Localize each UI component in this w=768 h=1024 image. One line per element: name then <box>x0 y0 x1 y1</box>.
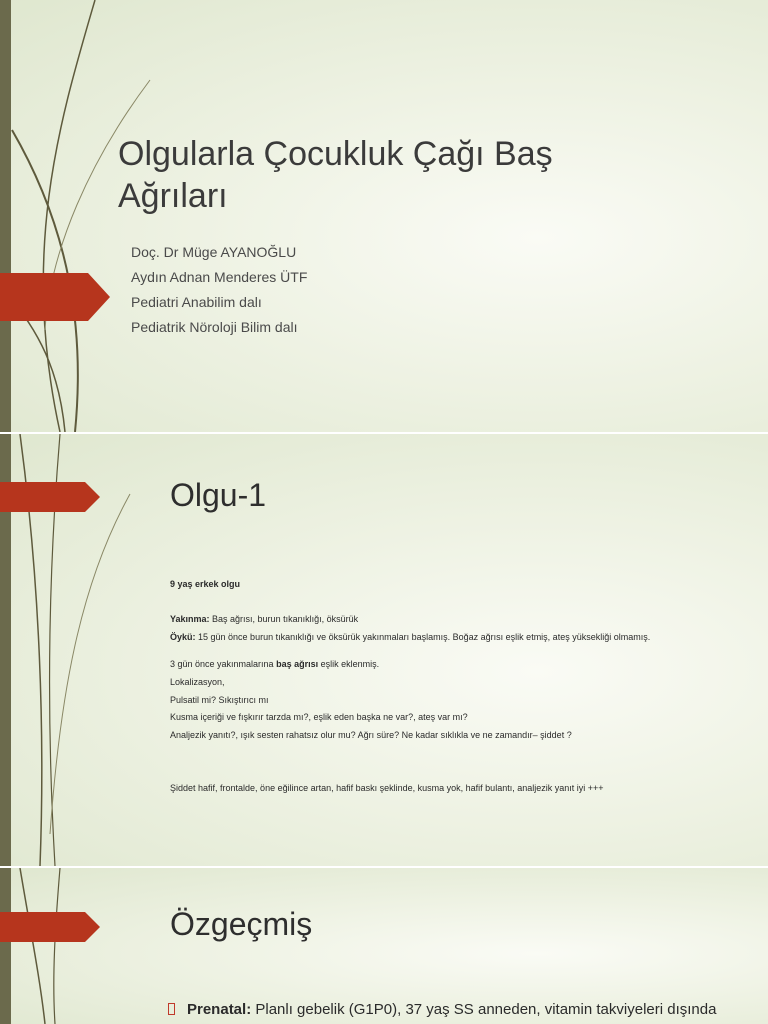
patient-info: 9 yaş erkek olgu <box>170 579 241 589</box>
onset-bold: baş ağrısı <box>276 659 319 669</box>
red-arrow-shape <box>0 482 100 512</box>
history-line <box>170 632 730 642</box>
title-slide <box>0 0 768 432</box>
title-line-2: Ağrıları <box>118 177 228 215</box>
title-line-1: Olgularla Çocukluk Çağı Baş <box>118 135 553 173</box>
slide-title <box>118 133 718 217</box>
question-character: Pulsatil mi? Sıkıştırıcı mı <box>170 695 269 705</box>
division-name: Pediatrik Nöroloji Bilim dalı <box>131 319 298 335</box>
question-analgesic: Analjezik yanıtı?, ışık sesten rahatsız olur mu? Ağrı süre? Ne kadar sıklıkla ve ne zamandır– şiddet ? <box>170 730 572 740</box>
bullet-label: Prenatal: <box>187 1001 252 1018</box>
onset-post: eşlik eklenmiş. <box>318 659 380 669</box>
bullet-text: Planlı gebelik (G1P0), 37 yaş SS anneden, vitamin takviyeleri dışında <box>251 1001 717 1018</box>
slide-title: Özgeçmiş <box>170 906 313 942</box>
bullet-icon <box>168 1003 175 1015</box>
history-text: 15 gün önce burun tıkanıklığı ve öksürük yakınmaları başlamış. Boğaz ağrısı eşlik etmiş, ateş yüksekliği olmamış. <box>195 632 651 642</box>
case-slide <box>0 434 768 866</box>
history-slide <box>0 868 768 1024</box>
slide-title: Olgu-1 <box>170 477 267 513</box>
clinical-answer: Şiddet hafif, frontalde, öne eğilince artan, hafif baskı şeklinde, kusma yok, hafif bulantı, analjezik yanıt iyi +++ <box>170 783 604 793</box>
department-name: Pediatri Anabilim dalı <box>131 294 262 310</box>
history-label: Öykü: <box>170 632 196 642</box>
bullet-item <box>168 1001 716 1018</box>
onset-line <box>170 659 730 669</box>
onset-pre: 3 gün önce yakınmalarına <box>170 659 277 669</box>
complaint-label: Yakınma: <box>170 614 210 624</box>
question-vomiting: Kusma içeriği ve fışkırır tarzda mı?, eşlik eden başka ne var?, ateş var mı? <box>170 712 468 722</box>
author-name: Doç. Dr Müge AYANOĞLU <box>131 244 297 260</box>
institution-name: Aydın Adnan Menderes ÜTF <box>131 269 308 285</box>
complaint-line <box>170 614 730 624</box>
question-localization: Lokalizasyon, <box>170 677 225 687</box>
red-arrow-shape <box>0 273 110 321</box>
complaint-text: Baş ağrısı, burun tıkanıklığı, öksürük <box>209 614 359 624</box>
red-arrow-shape <box>0 912 100 942</box>
